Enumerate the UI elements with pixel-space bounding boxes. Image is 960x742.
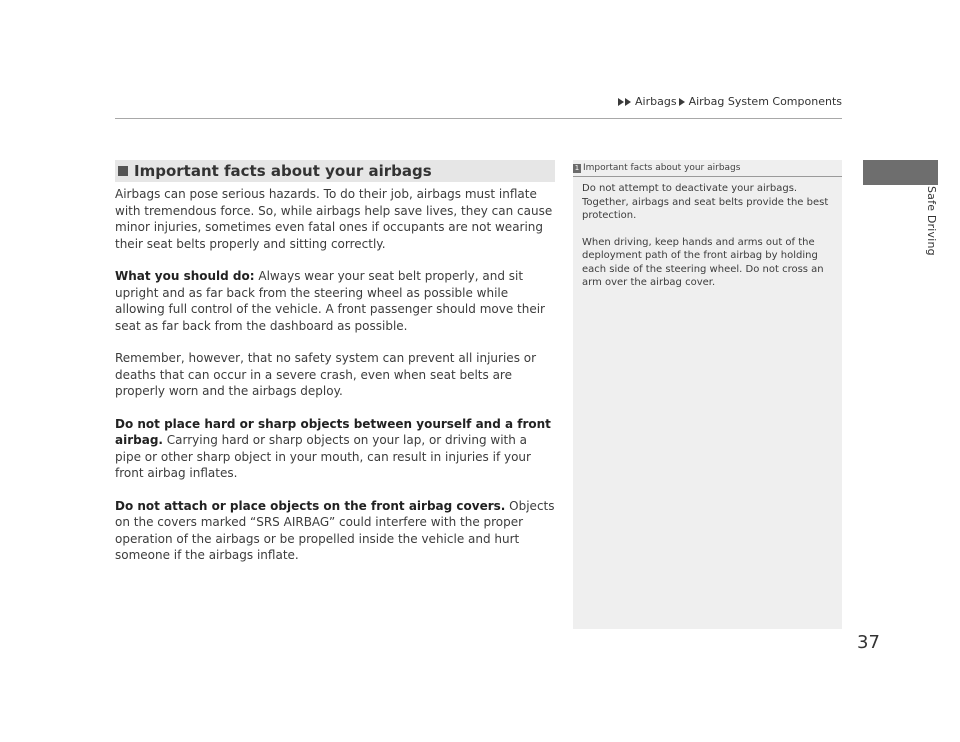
chapter-label: Safe Driving xyxy=(925,186,938,256)
arrow-right-icon xyxy=(618,98,624,106)
section-title: Important facts about your airbags xyxy=(134,162,432,180)
section-heading xyxy=(115,160,555,182)
paragraph xyxy=(115,268,555,334)
breadcrumb-item[interactable]: Airbag System Components xyxy=(688,95,842,108)
header-divider xyxy=(115,118,842,119)
chapter-tab xyxy=(863,160,938,185)
paragraph-text: Objects on the covers marked “SRS AIRBAG” could interfere with the proper operation of the airbags or be propelled inside the vehicle and hurt someone if the airbags inflate. xyxy=(115,498,555,562)
breadcrumb-item[interactable]: Airbags xyxy=(635,95,677,108)
paragraph-lead: What you should do: xyxy=(115,269,255,283)
paragraph-text: Remember, however, that no safety system can prevent all injuries or deaths that can occur in a severe crash, even when seat belts are properly worn and the airbags deploy. xyxy=(115,351,537,398)
note-heading xyxy=(573,163,842,173)
section-body xyxy=(115,186,555,564)
paragraph-text: Carrying hard or sharp objects on your lap, or driving with a pipe or other sharp object in your mouth, can result in injuries if your front airbag inflates. xyxy=(115,433,531,480)
arrow-right-icon xyxy=(679,98,685,106)
note-paragraph: When driving, keep hands and arms out of the deployment path of the front airbag by holding each side of the steering wheel. Do not cross an arm over the airbag cover. xyxy=(582,236,824,288)
note-paragraph: Do not attempt to deactivate your airbags. Together, airbags and seat belts provide the best protection. xyxy=(582,183,829,221)
note-title: Important facts about your airbags xyxy=(583,163,741,173)
paragraph xyxy=(115,416,555,482)
paragraph xyxy=(115,350,555,400)
paragraph-lead: Do not place hard or sharp objects between yourself and a front airbag. xyxy=(115,416,551,447)
note-body xyxy=(573,177,842,290)
page-number: 37 xyxy=(857,632,880,653)
sidebar-note xyxy=(573,160,842,629)
square-bullet-icon xyxy=(118,166,128,176)
paragraph-text: Always wear your seat belt properly, and sit upright and as far back from the steering wheel as possible while allowing full control of the vehicle. A front passenger should move their seat as far back from the dashboard as possible. xyxy=(115,269,545,333)
paragraph xyxy=(115,498,555,564)
main-content xyxy=(115,160,555,580)
note-number-badge: 1 xyxy=(574,164,580,172)
arrow-right-icon xyxy=(625,98,631,106)
paragraph-text: Airbags can pose serious hazards. To do their job, airbags must inflate with tremendous force. So, while airbags help save lives, they can cause minor injuries, sometimes even fatal ones if occupants are not wearing their seat belts properly and sitting correctly. xyxy=(115,187,553,251)
paragraph-lead: Do not attach or place objects on the front airbag covers. xyxy=(115,498,506,513)
breadcrumb xyxy=(618,95,842,108)
paragraph xyxy=(115,186,555,252)
